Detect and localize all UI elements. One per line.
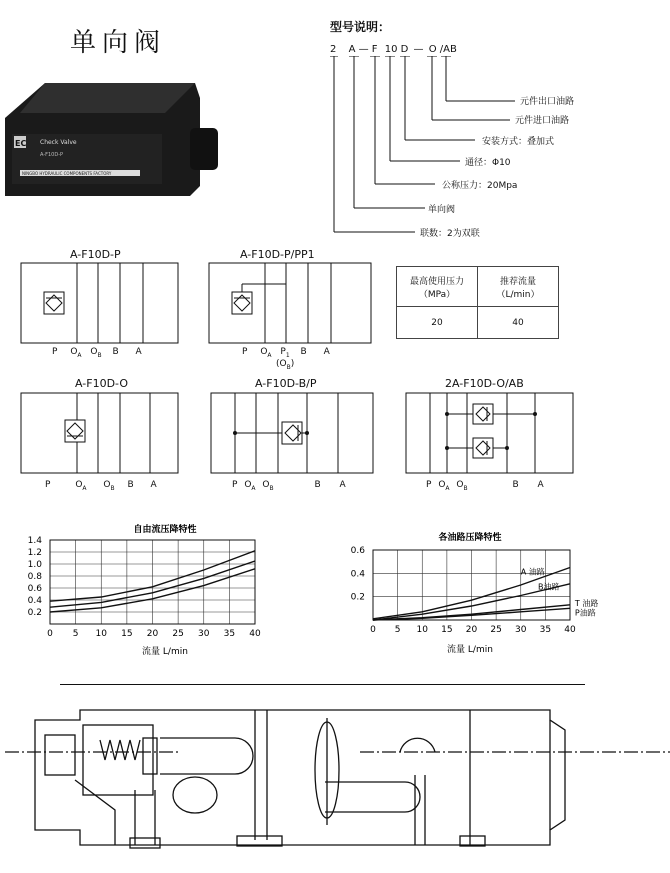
block-label: 2A-F10D-O/AB <box>445 377 524 390</box>
product-photo <box>0 78 220 200</box>
block-diagram-3 <box>20 392 180 482</box>
x-tick-label: 40 <box>249 629 261 639</box>
code-part: D <box>400 44 409 55</box>
series-label: P油路 <box>574 608 596 618</box>
x-tick-label: 0 <box>370 625 376 635</box>
port-label: O <box>438 480 446 490</box>
port-label: O <box>70 347 78 357</box>
port-label: P <box>426 480 432 490</box>
model-exp: 元件进口油路 <box>515 116 570 126</box>
port-label: A <box>339 480 346 490</box>
port-sub: A <box>82 484 87 492</box>
port-label: P <box>52 347 58 357</box>
spec-header <box>397 267 478 307</box>
port-label: O <box>260 347 268 357</box>
port-label: O <box>244 480 252 490</box>
port-label: B <box>314 480 321 490</box>
x-tick-label: 15 <box>121 629 133 639</box>
y-tick-label: 0.8 <box>27 572 42 582</box>
port-sub: A <box>445 484 450 492</box>
block-label: A-F10D-B/P <box>255 377 317 390</box>
block-label: A-F10D-P <box>70 248 121 261</box>
section-divider <box>60 684 585 685</box>
port-sub: A <box>251 484 256 492</box>
model-code <box>330 44 457 55</box>
x-tick-label: 40 <box>564 625 576 635</box>
port-label: B <box>512 480 519 490</box>
x-tick-label: 15 <box>441 625 453 635</box>
block-diagram-5 <box>405 392 575 482</box>
spec-header <box>478 267 559 307</box>
x-tick-label: 10 <box>95 629 107 639</box>
code-part: 10 <box>384 44 398 55</box>
x-tick-label: 0 <box>47 629 53 639</box>
model-title: 型号说明： <box>330 20 391 34</box>
code-part: A <box>348 44 356 55</box>
page-title: 单向阀 <box>70 28 167 58</box>
port-label: O <box>103 480 111 490</box>
y-tick-label: 0.6 <box>27 584 42 594</box>
port-label: B <box>127 480 134 490</box>
x-tick-label: 5 <box>72 629 79 639</box>
block-diagram-1 <box>20 262 180 357</box>
model-exp: 元件出口油路 <box>520 97 575 107</box>
section-drawing <box>5 700 670 873</box>
port-sub: B <box>110 484 115 492</box>
product-logo: EC <box>15 139 27 148</box>
product-model-line: A-F10D-P <box>40 152 64 158</box>
x-tick-label: 20 <box>465 625 478 635</box>
port-label: O <box>75 480 83 490</box>
port-sub: B <box>269 484 274 492</box>
spec-header-line: （MPa） <box>418 289 456 300</box>
spec-header-line: （L/min） <box>496 289 540 300</box>
block-label: A-F10D-P/PP1 <box>240 248 315 261</box>
code-part: O <box>428 44 437 55</box>
port-sub-note: (O <box>276 359 287 369</box>
port-sub: 1 <box>285 351 290 359</box>
series-label: B油路 <box>537 582 560 592</box>
block-label: A-F10D-O <box>75 377 128 390</box>
block-diagram-2 <box>208 262 373 357</box>
model-exp: 联数：2为双联 <box>420 229 480 239</box>
y-tick-label: 0.4 <box>27 596 42 606</box>
code-part: F <box>371 44 378 55</box>
port-sub: B <box>286 363 291 371</box>
model-exp: 公称压力：20Mpa <box>442 181 518 191</box>
product-brand-line: Check Valve <box>40 139 77 146</box>
spec-value: 20 <box>397 307 478 339</box>
block-diagram-4 <box>210 392 375 482</box>
port-label: B <box>112 347 119 357</box>
port-label: P <box>45 480 51 490</box>
port-label: P <box>242 347 248 357</box>
port-sub: B <box>463 484 468 492</box>
x-tick-label: 35 <box>539 625 552 635</box>
chart-xlabel: 流量 L/min <box>142 647 188 657</box>
x-tick-label: 30 <box>515 625 527 635</box>
x-tick-label: 30 <box>198 629 210 639</box>
code-part: 2 <box>330 44 337 55</box>
model-exp: 通径：Φ10 <box>465 158 511 168</box>
port-sub: B <box>97 351 102 359</box>
y-tick-label: 0.6 <box>350 546 365 556</box>
port-label: A <box>323 347 330 357</box>
x-tick-label: 5 <box>394 625 401 635</box>
x-tick-label: 25 <box>490 625 502 635</box>
code-part: — <box>413 44 424 55</box>
y-tick-label: 0.4 <box>350 569 365 580</box>
y-tick-label: 1.4 <box>27 536 42 546</box>
x-tick-label: 25 <box>172 629 184 639</box>
spec-value: 40 <box>478 307 559 339</box>
port-sub: A <box>267 351 272 359</box>
x-tick-label: 20 <box>146 629 159 639</box>
y-tick-label: 1.0 <box>27 560 42 570</box>
code-part: — <box>358 44 369 55</box>
chart-port-flow <box>345 530 610 660</box>
model-exp: 单向阀 <box>428 205 456 215</box>
model-exp: 安装方式：叠加式 <box>482 137 555 147</box>
y-tick-label: 0.2 <box>27 608 42 618</box>
spec-header-line: 最高使用压力 <box>409 276 464 287</box>
port-label: B <box>300 347 307 357</box>
port-label: P <box>232 480 238 490</box>
code-part: /AB <box>439 44 457 55</box>
spec-table <box>396 266 559 339</box>
port-sub: A <box>77 351 82 359</box>
port-label: O <box>262 480 270 490</box>
product-strip-text: NINGBO HYDRAULIC COMPONENTS FACTORY <box>22 171 112 176</box>
y-tick-label: 0.2 <box>350 592 365 603</box>
chart-xlabel: 流量 L/min <box>447 645 493 655</box>
chart-free-flow <box>10 520 280 660</box>
series-label: A 油路 <box>520 567 545 577</box>
port-label: O <box>90 347 98 357</box>
spec-header-line: 推荐流量 <box>499 276 536 287</box>
port-label: A <box>537 480 544 490</box>
port-label: A <box>150 480 157 490</box>
series-label: T 油路 <box>574 599 599 608</box>
chart-title: 自由流压降特性 <box>133 525 197 535</box>
x-tick-label: 35 <box>223 629 236 639</box>
port-sub-note-end: ) <box>290 359 295 369</box>
port-label: P <box>280 347 286 357</box>
port-label: O <box>456 480 464 490</box>
chart-title: 各油路压降特性 <box>438 533 502 543</box>
x-tick-label: 10 <box>416 625 428 635</box>
port-label: A <box>135 347 142 357</box>
y-tick-label: 1.2 <box>27 548 42 558</box>
